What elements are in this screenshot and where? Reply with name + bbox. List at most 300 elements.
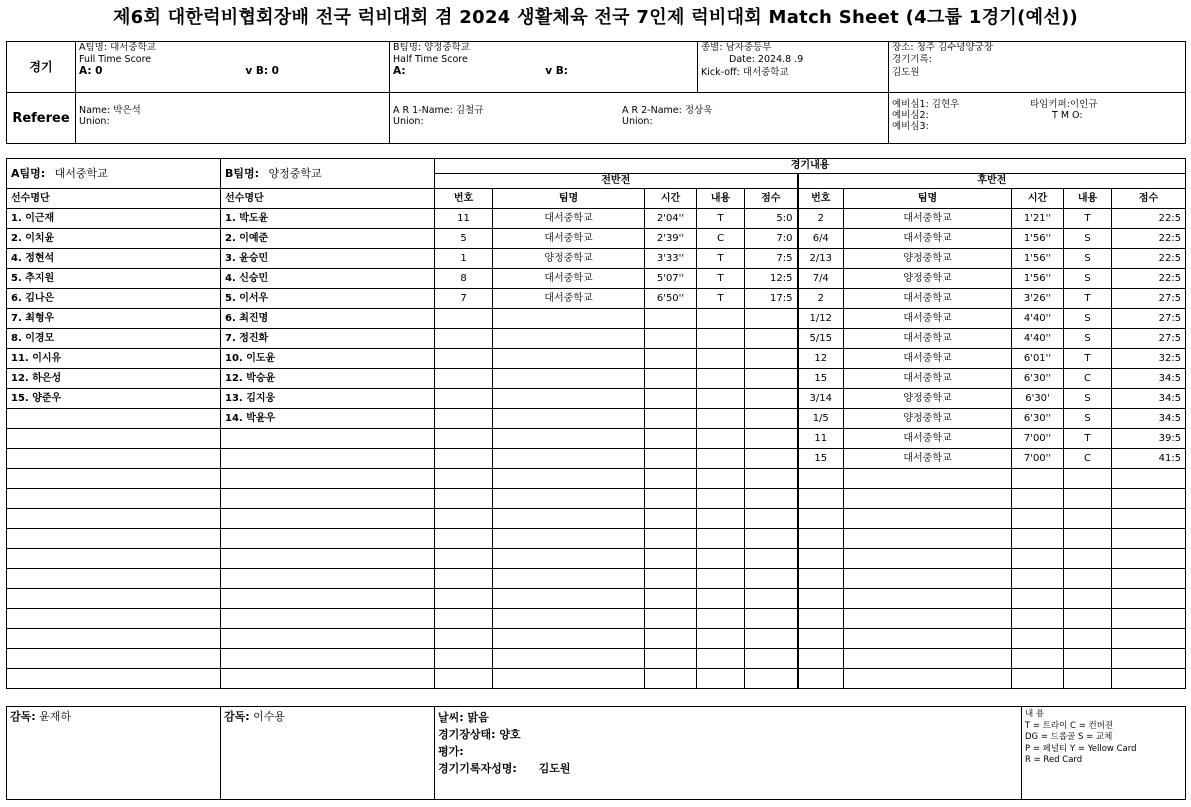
first-event-time: 2'39'' [645,229,697,249]
writer-label: 경기기록자성명: [438,762,517,775]
first-event-type: T [697,289,745,309]
second-event-team: 양정중학교 [844,409,1012,429]
table-row [7,209,1186,229]
half-time-b: v B: [545,65,568,77]
second-event-type: T [1064,429,1112,449]
first-event-team [493,529,645,549]
table-row [7,549,1186,569]
player-b: 4. 신승민 [221,269,435,289]
table-row [7,289,1186,309]
second-event-time [1012,629,1064,649]
reserve-referee-3: 예비심3: [892,121,929,132]
referee-name: Name: 박은석 [79,105,141,116]
assistant-referees-cell [390,93,889,144]
player-a: 11. 이시유 [7,349,221,369]
first-event-no [435,569,493,589]
second-event-type [1064,629,1112,649]
second-event-time: 6'30'' [1012,369,1064,389]
first-event-score [745,669,798,689]
player-b [221,509,435,529]
first-event-team [493,449,645,469]
legend-cell [1022,707,1186,800]
second-event-team [844,649,1012,669]
second-event-no [798,469,844,489]
player-b [221,469,435,489]
second-event-score [1112,489,1186,509]
second-event-score: 39:5 [1112,429,1186,449]
header-category: 종별: 남자중등부 [698,42,889,55]
first-half-col-time: 시간 [645,189,697,209]
first-event-time [645,669,697,689]
first-event-score [745,589,798,609]
second-event-score: 41:5 [1112,449,1186,469]
second-event-time [1012,509,1064,529]
writer-name: 김도원 [538,762,571,775]
second-event-score [1112,669,1186,689]
player-b: 5. 이서우 [221,289,435,309]
first-event-time [645,329,697,349]
first-event-team [493,309,645,329]
players-a-header: 선수명단 [7,189,221,209]
second-event-time: 7'00'' [1012,449,1064,469]
match-conditions-cell [435,707,1022,800]
legend-line-3: P = 페널티 Y = Yellow Card [1025,743,1137,754]
team-a-name: 대서중학교 [54,166,108,180]
table-row [7,249,1186,269]
second-event-type [1064,489,1112,509]
second-half-label: 후반전 [798,174,1186,189]
first-event-team [493,429,645,449]
legend-line-2: DG = 드롭골 S = 교체 [1025,732,1113,742]
second-event-type: S [1064,249,1112,269]
player-a [7,569,221,589]
first-event-score [745,409,798,429]
first-event-no [435,389,493,409]
player-a [7,409,221,429]
table-row [7,369,1186,389]
first-event-score [745,349,798,369]
second-event-score: 22:5 [1112,209,1186,229]
first-event-time [645,369,697,389]
half-time-label: Half Time Score [393,54,468,65]
second-event-no: 15 [798,369,844,389]
first-event-team [493,649,645,669]
first-event-time [645,609,697,629]
first-event-no [435,529,493,549]
team-b-label: B팀명: [225,166,260,180]
second-event-team: 양정중학교 [844,269,1012,289]
legend-line-1: T = 트라이 C = 컨버젼 [1025,720,1114,731]
ar2-union: Union: [622,116,653,127]
first-event-score [745,469,798,489]
second-event-team [844,529,1012,549]
first-event-score [745,609,798,629]
second-event-team: 대서중학교 [844,329,1012,349]
first-event-score [745,309,798,329]
second-event-score: 27:5 [1112,329,1186,349]
player-a: 1. 이근재 [7,209,221,229]
player-b: 10. 이도윤 [221,349,435,369]
first-event-no [435,369,493,389]
first-event-team [493,329,645,349]
first-event-time [645,489,697,509]
tmo: T M O: [1052,110,1083,121]
first-event-team [493,409,645,429]
first-event-score: 7:0 [745,229,798,249]
first-event-no: 5 [435,229,493,249]
first-event-time: 6'50'' [645,289,697,309]
legend-line-4: R = Red Card [1025,755,1083,765]
first-event-time: 2'04'' [645,209,697,229]
second-event-team [844,589,1012,609]
second-event-team: 양정중학교 [844,389,1012,409]
first-event-score [745,449,798,469]
player-a [7,589,221,609]
player-b: 1. 박도윤 [221,209,435,229]
second-event-type: T [1064,209,1112,229]
first-event-team [493,509,645,529]
second-event-time: 1'21'' [1012,209,1064,229]
full-time-a: A: 0 [79,65,103,77]
player-b [221,549,435,569]
first-event-type [697,449,745,469]
second-event-no [798,669,844,689]
first-half-label: 전반전 [435,174,798,189]
second-event-team: 양정중학교 [844,249,1012,269]
second-event-no: 5/15 [798,329,844,349]
second-event-score: 22:5 [1112,229,1186,249]
table-row [7,349,1186,369]
first-event-time [645,469,697,489]
coach-b-name: 이수용 [253,710,286,723]
second-event-time [1012,469,1064,489]
referee-cell [76,93,390,144]
second-event-time [1012,529,1064,549]
player-b: 14. 박윤우 [221,409,435,429]
first-event-team [493,489,645,509]
second-event-score [1112,529,1186,549]
second-event-team: 대서중학교 [844,209,1012,229]
first-event-type [697,369,745,389]
second-event-no: 11 [798,429,844,449]
first-event-time [645,509,697,529]
second-event-time: 3'26'' [1012,289,1064,309]
first-event-no: 1 [435,249,493,269]
first-half-col-score: 점수 [745,189,798,209]
second-event-type: S [1064,409,1112,429]
first-event-time: 3'33'' [645,249,697,269]
first-event-type [697,669,745,689]
first-event-no [435,429,493,449]
player-a [7,549,221,569]
first-event-type: C [697,229,745,249]
second-event-time [1012,489,1064,509]
first-event-type [697,309,745,329]
second-event-score [1112,649,1186,669]
coach-a-label: 감독: [10,710,36,723]
legend-title: 내 용 [1025,709,1045,719]
first-event-team: 대서중학교 [493,209,645,229]
first-event-time [645,309,697,329]
table-row [7,529,1186,549]
second-event-team [844,469,1012,489]
second-event-no: 7/4 [798,269,844,289]
second-event-type: C [1064,369,1112,389]
second-event-time: 1'56'' [1012,229,1064,249]
header-team-a: A팀명: 대서중학교 [76,42,390,55]
reserve-referee-2: 예비심2: [892,110,929,121]
first-event-score [745,329,798,349]
full-time-score-cell [76,54,390,93]
first-event-no [435,629,493,649]
player-a [7,529,221,549]
first-event-type [697,409,745,429]
half-time-a: A: [393,65,406,77]
first-event-time [645,449,697,469]
second-event-no: 6/4 [798,229,844,249]
player-b [221,629,435,649]
player-a: 2. 이치윤 [7,229,221,249]
second-event-type: T [1064,289,1112,309]
second-event-type [1064,549,1112,569]
coach-a-name: 윤재하 [39,710,72,723]
first-event-team: 대서중학교 [493,289,645,309]
first-event-time [645,649,697,669]
second-event-no: 2 [798,289,844,309]
team-b-cell [221,159,435,189]
second-event-type: S [1064,229,1112,249]
first-event-type [697,509,745,529]
match-content-table [6,158,1186,689]
reserve-referee-1: 예비심1: 김현우 [892,99,960,110]
player-b [221,609,435,629]
first-half-col-no: 번호 [435,189,493,209]
second-event-type [1064,529,1112,549]
first-event-type [697,549,745,569]
first-event-type [697,589,745,609]
referee-union: Union: [79,116,110,127]
first-event-team [493,589,645,609]
second-event-team: 대서중학교 [844,309,1012,329]
ar2-name: A R 2-Name: 정상욱 [622,105,713,116]
second-event-time [1012,669,1064,689]
second-event-time: 4'40'' [1012,329,1064,349]
first-event-time: 5'07'' [645,269,697,289]
second-event-type [1064,589,1112,609]
first-event-type [697,529,745,549]
first-event-no [435,509,493,529]
referee-label: Referee [7,93,76,144]
second-event-no [798,629,844,649]
second-event-team [844,629,1012,649]
table-row [7,569,1186,589]
second-event-team: 대서중학교 [844,449,1012,469]
player-a [7,429,221,449]
second-event-score [1112,509,1186,529]
second-event-no: 15 [798,449,844,469]
first-event-no [435,449,493,469]
rating: 평가: [438,745,464,758]
first-half-col-team: 팀명 [493,189,645,209]
match-content-label: 경기내용 [435,159,1186,174]
coach-b-cell [221,707,435,800]
second-event-time: 6'30'' [1012,409,1064,429]
ar1-union: Union: [393,116,424,127]
player-b [221,429,435,449]
first-event-time [645,389,697,409]
first-event-no: 11 [435,209,493,229]
table-row [7,609,1186,629]
table-row [7,409,1186,429]
player-a [7,609,221,629]
player-a [7,629,221,649]
second-event-team: 대서중학교 [844,289,1012,309]
first-event-score [745,489,798,509]
second-event-no [798,509,844,529]
first-event-score [745,529,798,549]
coach-a-cell [7,707,221,800]
player-a [7,449,221,469]
player-a: 5. 추지원 [7,269,221,289]
first-event-type [697,609,745,629]
first-event-score [745,629,798,649]
first-event-team [493,569,645,589]
first-event-team [493,629,645,649]
second-event-score [1112,629,1186,649]
second-event-time [1012,569,1064,589]
second-event-time: 6'30' [1012,389,1064,409]
second-event-type: S [1064,329,1112,349]
first-event-score [745,389,798,409]
sheet-title: 제6회 대한럭비협회장배 전국 럭비대회 겸 2024 생활체육 전국 7인제 럭비대회 Match Sheet (4그룹 1경기(예선)) [112,7,1079,28]
team-a-cell [7,159,221,189]
recorder-label: 경기기록: [892,54,932,65]
first-event-time [645,569,697,589]
players-b-header: 선수명단 [221,189,435,209]
first-event-score [745,509,798,529]
player-a [7,489,221,509]
table-row [7,669,1186,689]
first-event-score [745,549,798,569]
second-event-no [798,589,844,609]
game-label: 경기 [7,42,76,93]
first-event-no [435,609,493,629]
first-event-no: 7 [435,289,493,309]
table-row [7,469,1186,489]
header-team-b: B팀명: 양정중학교 [390,42,698,55]
first-event-score [745,569,798,589]
first-event-no: 8 [435,269,493,289]
second-event-time: 1'56'' [1012,269,1064,289]
match-date: Date: 2024.8 .9 [729,54,804,65]
first-event-type [697,649,745,669]
second-event-team [844,669,1012,689]
table-row [7,509,1186,529]
second-event-type: S [1064,269,1112,289]
second-event-time [1012,549,1064,569]
second-event-team [844,489,1012,509]
second-event-no [798,649,844,669]
ar1-name: A R 1-Name: 김철규 [393,105,484,116]
second-event-type: S [1064,389,1112,409]
first-event-score [745,649,798,669]
first-half-col-type: 내용 [697,189,745,209]
table-row [7,449,1186,469]
table-row [7,589,1186,609]
second-event-no: 2 [798,209,844,229]
second-event-score: 22:5 [1112,269,1186,289]
first-event-team [493,609,645,629]
second-half-col-score: 점수 [1112,189,1186,209]
player-b [221,529,435,549]
player-b: 13. 김지웅 [221,389,435,409]
table-row [7,489,1186,509]
first-event-team [493,549,645,569]
timekeeper: 타임키퍼:이인규 [1030,99,1098,110]
first-event-type: T [697,209,745,229]
second-event-time: 7'00'' [1012,429,1064,449]
match-footer-table [6,706,1186,800]
table-row [7,269,1186,289]
second-event-no: 3/14 [798,389,844,409]
player-b: 7. 정진화 [221,329,435,349]
first-event-team [493,669,645,689]
second-event-score: 34:5 [1112,409,1186,429]
second-event-type: C [1064,449,1112,469]
first-event-no [435,489,493,509]
first-event-team: 양정중학교 [493,249,645,269]
first-event-type: T [697,269,745,289]
second-event-team: 대서중학교 [844,229,1012,249]
player-b: 6. 최진명 [221,309,435,329]
second-event-score: 34:5 [1112,369,1186,389]
weather: 날씨: 맑음 [438,711,489,724]
second-event-score [1112,569,1186,589]
first-event-type [697,429,745,449]
second-event-type [1064,669,1112,689]
first-event-no [435,649,493,669]
first-event-time [645,409,697,429]
player-a: 12. 하은성 [7,369,221,389]
second-event-team: 대서중학교 [844,369,1012,389]
first-event-type [697,489,745,509]
second-event-no [798,609,844,629]
first-event-score [745,429,798,449]
table-row [7,389,1186,409]
first-event-no [435,329,493,349]
player-a: 15. 양준우 [7,389,221,409]
first-event-type [697,349,745,369]
half-time-score-cell [390,54,698,93]
first-event-type [697,389,745,409]
second-event-team [844,609,1012,629]
kickoff: Kick-off: 대서중학교 [701,67,789,78]
team-a-label: A팀명: [11,166,46,180]
first-event-no [435,549,493,569]
second-event-score: 22:5 [1112,249,1186,269]
first-event-score: 17:5 [745,289,798,309]
second-event-score: 34:5 [1112,389,1186,409]
second-event-no [798,489,844,509]
first-event-type [697,469,745,489]
first-event-no [435,309,493,329]
first-event-no [435,349,493,369]
player-a [7,509,221,529]
first-event-score: 5:0 [745,209,798,229]
first-event-time [645,529,697,549]
player-b: 12. 박승윤 [221,369,435,389]
reserve-officials-cell [889,93,1186,144]
